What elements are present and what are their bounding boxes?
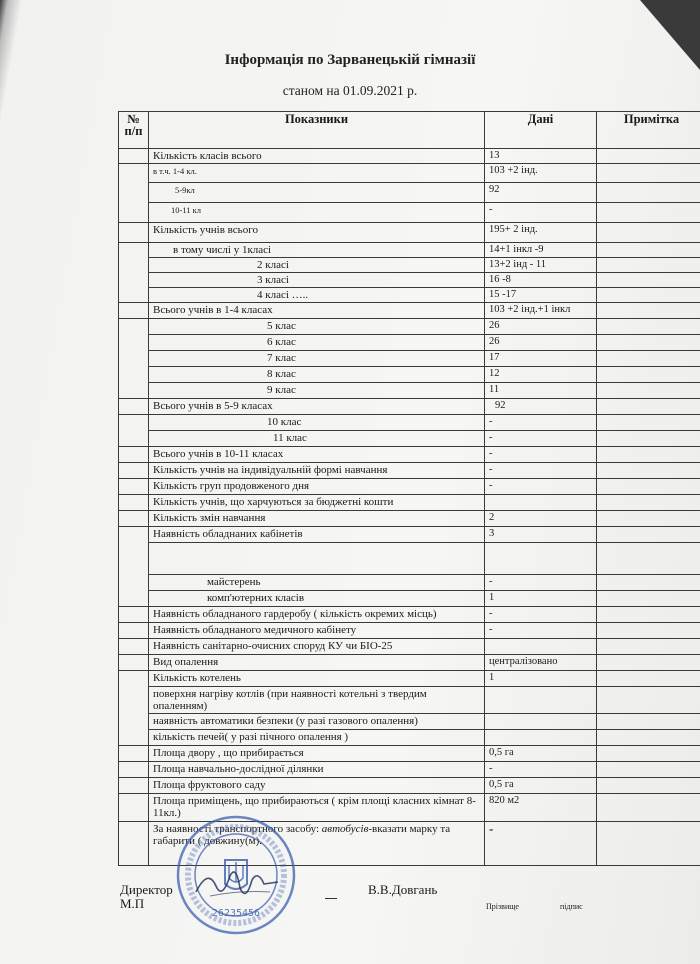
surname-caption: Прізвище — [486, 902, 519, 911]
table-row: Кількість змін навчання 2 — [119, 511, 700, 527]
table-row: 10 клас - — [119, 415, 700, 431]
table-row: Всього учнів в 5-9 класах 92 — [119, 399, 700, 415]
table-row: Всього учнів в 10-11 класах - — [119, 447, 700, 463]
table-row: 11 клас - — [119, 431, 700, 447]
col-header-number: № п/п — [119, 112, 149, 149]
table-row — [119, 543, 700, 575]
table-row: Наявність обладнаного гардеробу ( кількість окремих місць) - — [119, 607, 700, 623]
table-row: Площа приміщень, що прибираються ( крім площі класних кімнат 8-11кл.) 820 м2 — [119, 794, 700, 822]
table-row: 4 класі ….. 15 -17 — [119, 288, 700, 303]
table-row: Кількість учнів, що харчуються за бюджетні кошти — [119, 495, 700, 511]
table-row: 8 клас 12 — [119, 367, 700, 383]
table-row: 6 клас 26 — [119, 335, 700, 351]
table-row: Кількість учнів всього 195+ 2 інд. — [119, 223, 700, 243]
table-row: Площа двору , що прибирається 0,5 га — [119, 746, 700, 762]
table-row: наявність автоматики безпеки (у разі газового опалення) — [119, 714, 700, 730]
signature — [190, 862, 285, 907]
table-row: 5-9кл 92 — [119, 183, 700, 203]
table-header-row — [119, 112, 700, 149]
mp-label: М.П — [120, 896, 145, 911]
col-header-data: Дані — [485, 112, 597, 149]
col-header-indicators: Показники — [149, 112, 485, 149]
table-row: Наявність обладнаних кабінетів 3 — [119, 527, 700, 543]
table-row: 9 клас 11 — [119, 383, 700, 399]
table-row: Кількість котелень 1 — [119, 671, 700, 687]
table-row: Вид опалення централізовано — [119, 655, 700, 671]
table-row: Площа фруктового саду 0,5 га — [119, 778, 700, 794]
transport-cell: За наявності транспортного засобу: автобусів-вказати марку та габарити ( довжину(м). — [149, 822, 485, 866]
table-row: Кількість учнів на індивідуальній формі навчання - — [119, 463, 700, 479]
table-row: в т.ч. 1-4 кл. 103 +2 інд. — [119, 164, 700, 183]
table-row: 2 класі 13+2 інд - 11 — [119, 258, 700, 273]
table-row: Площа навчально-дослідної ділянки - — [119, 762, 700, 778]
table-row: в тому числі у 1класі 14+1 інкл -9 — [119, 243, 700, 258]
table-row: комп'ютерних класів 1 — [119, 591, 700, 607]
table-row: майстерень - — [119, 575, 700, 591]
footer-dash — [325, 898, 337, 899]
stamp-number: 26235456 — [211, 908, 261, 919]
table-row: поверхня нагріву котлів (при наявності котельні з твердим опаленням) — [119, 687, 700, 714]
table-row: Кількість груп продовженого дня - — [119, 479, 700, 495]
table-row: Наявність санітарно-очисних споруд КУ чи БІО-25 — [119, 639, 700, 655]
director-label: Директор — [120, 882, 173, 897]
table-row: 5 клас 26 — [119, 319, 700, 335]
table-row: 10-11 кл - — [119, 203, 700, 223]
table-row: За наявності транспортного засобу: автобусів-вказати марку та габарити ( довжину(м). - — [119, 822, 700, 866]
col-header-note: Примітка — [597, 112, 700, 149]
director-name: В.В.Довгань — [368, 882, 438, 897]
table-row: Всього учнів в 1-4 класах 103 +2 інд.+1 інкл — [119, 303, 700, 319]
table-row: 3 класі 16 -8 — [119, 273, 700, 288]
table-row: Наявність обладнаного медичного кабінету - — [119, 623, 700, 639]
table-row: Кількість класів всього 13 — [119, 149, 700, 164]
table-row: кількість печей( у разі пічного опалення ) — [119, 730, 700, 746]
signature-caption: підпис — [560, 902, 583, 911]
document-title: Інформація по Зарванецькій гімназії — [224, 52, 476, 68]
info-table — [118, 111, 700, 866]
document-subtitle: станом на 01.09.2021 р. — [282, 83, 418, 98]
table-row: 7 клас 17 — [119, 351, 700, 367]
